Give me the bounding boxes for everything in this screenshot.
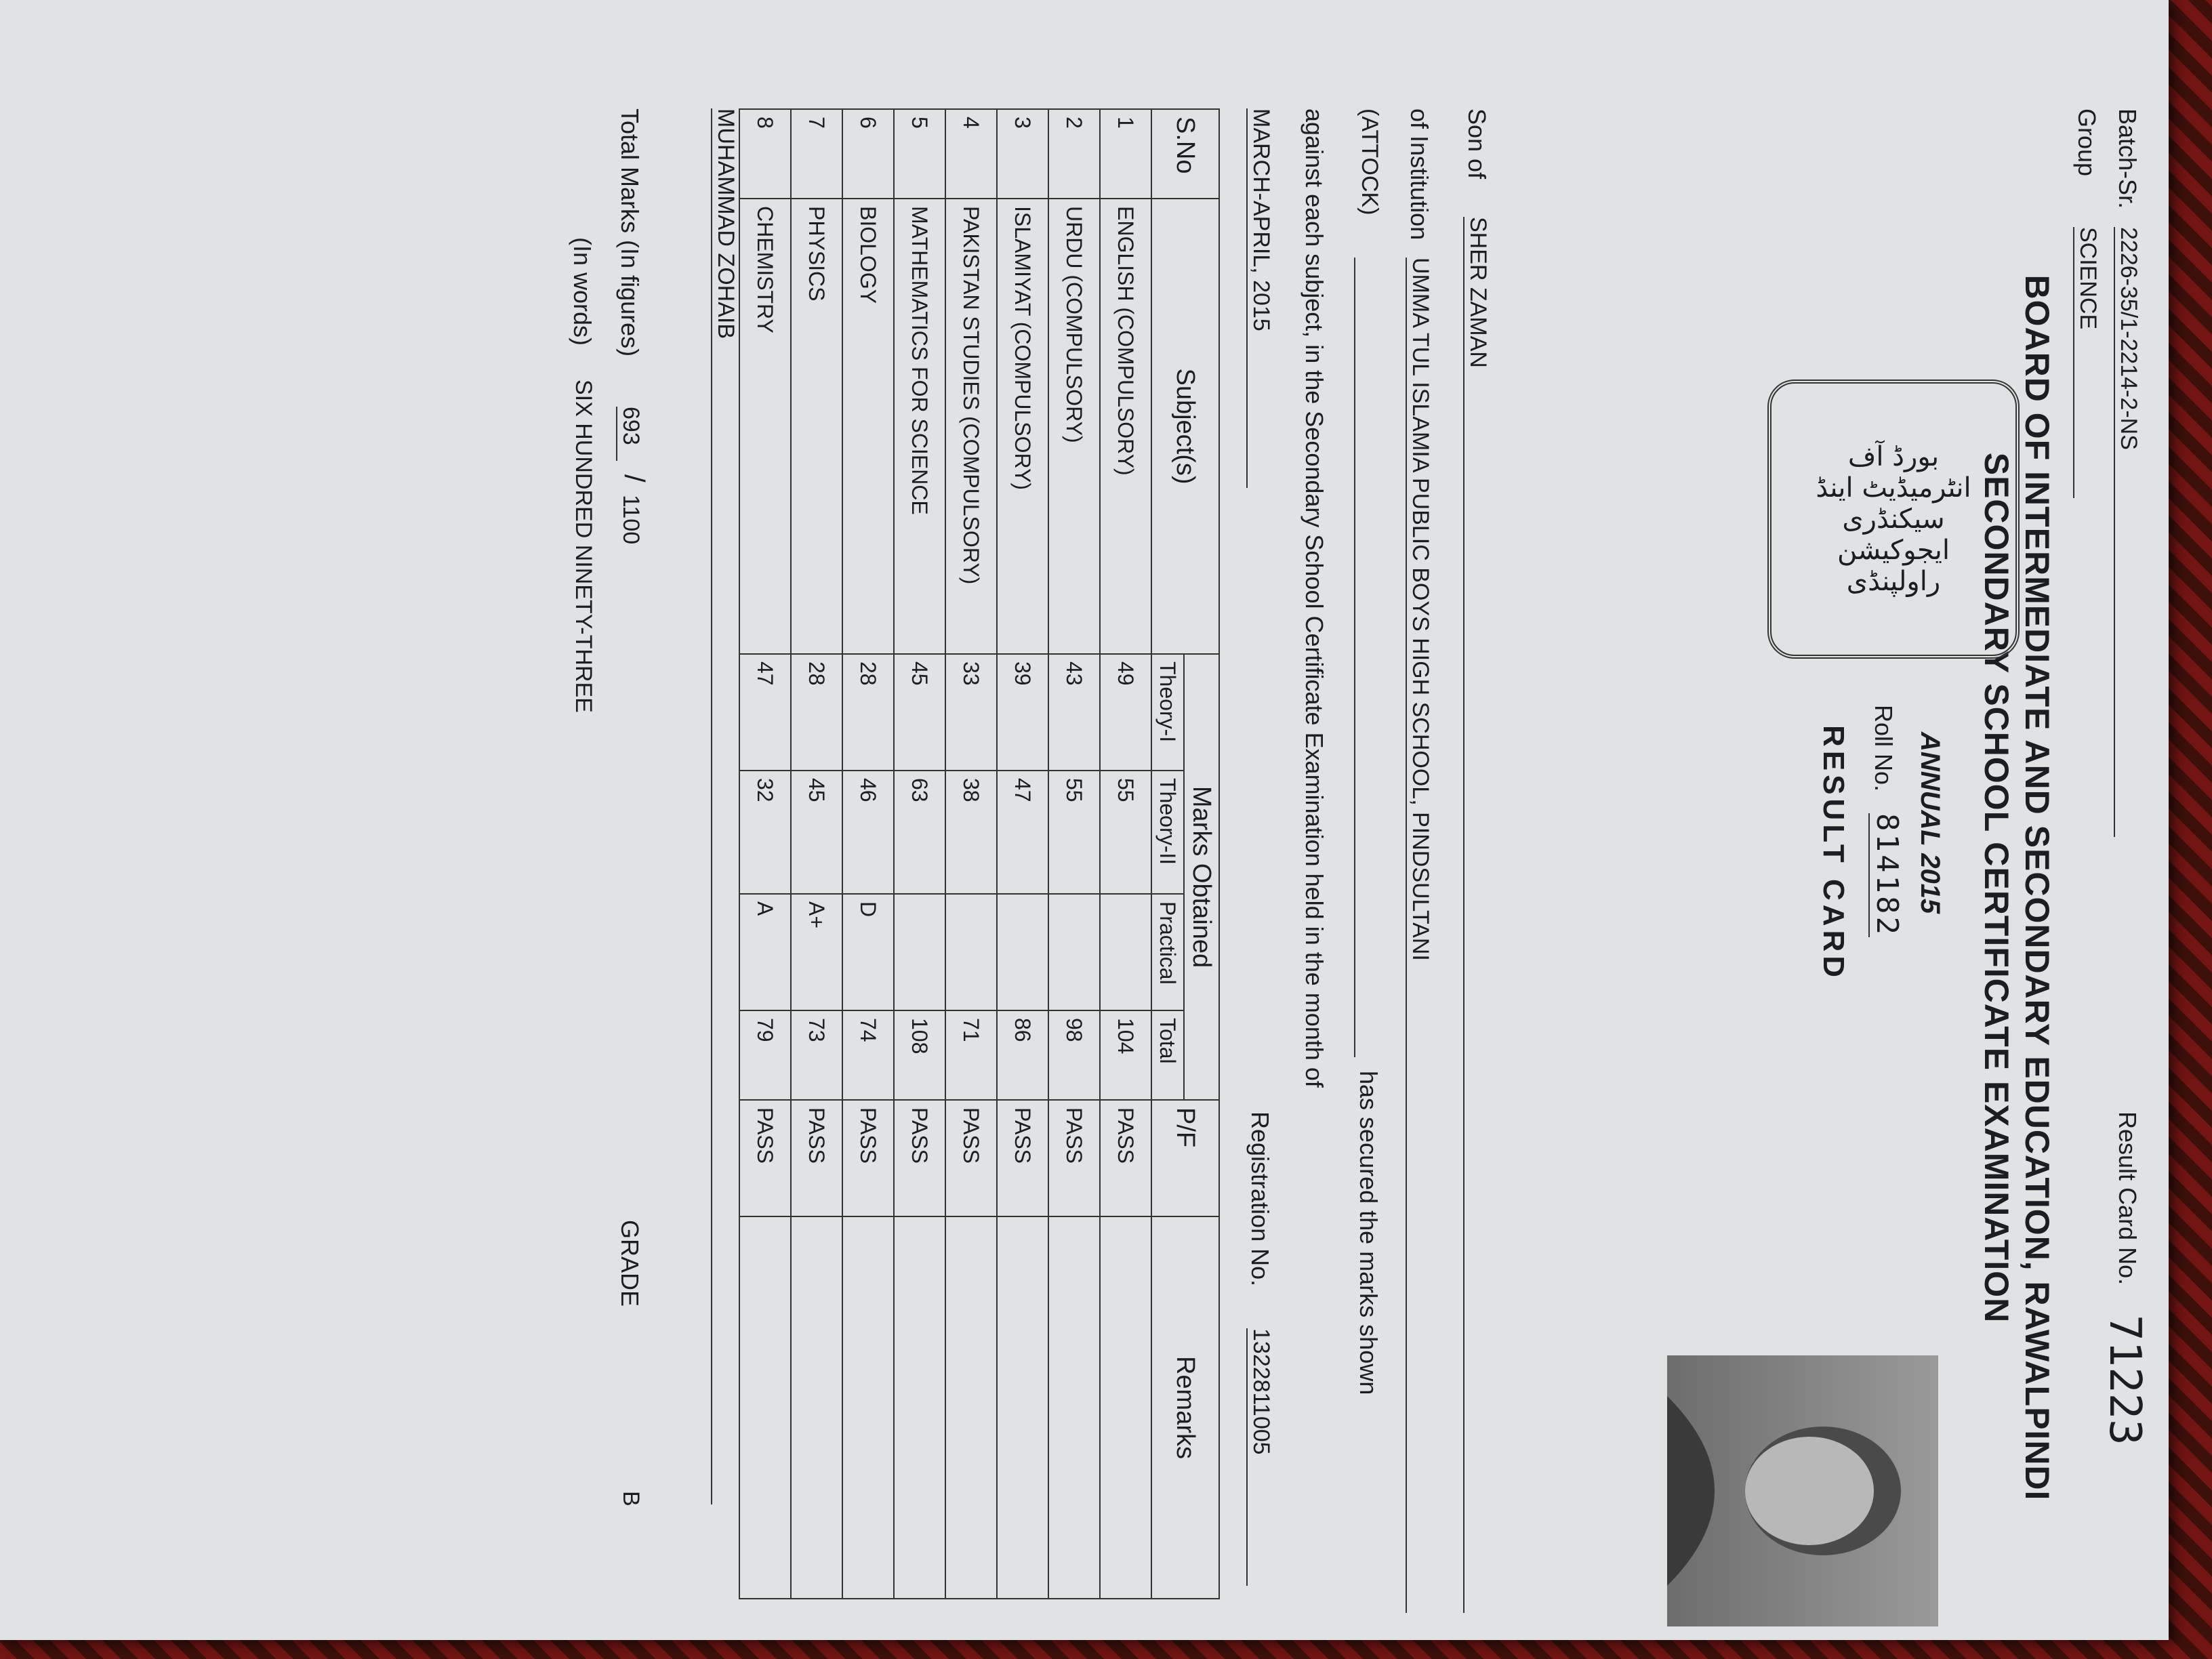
row-remarks — [791, 1216, 842, 1599]
statement-text: has secured the marks shown — [1355, 1071, 1382, 1395]
row-total: 74 — [842, 1010, 894, 1100]
institution-label: of Institution — [1406, 108, 1433, 241]
district-line — [1354, 258, 1355, 1057]
row-remarks — [1100, 1216, 1151, 1599]
son-of-label: Son of — [1463, 108, 1491, 180]
table-row — [1100, 109, 1151, 1599]
row-remarks — [1048, 1216, 1100, 1599]
marks-table — [739, 108, 1220, 1599]
table-row — [997, 109, 1048, 1599]
row-theory1: 28 — [791, 654, 842, 771]
group-label: Group — [2073, 108, 2101, 177]
total-words-value: SIX HUNDRED NINETY-THREE — [571, 380, 596, 713]
row-remarks — [945, 1216, 997, 1599]
row-sno: 3 — [997, 109, 1048, 199]
group-value: SCIENCE — [2073, 227, 2101, 498]
table-row — [894, 109, 945, 1599]
row-sno: 2 — [1048, 109, 1100, 199]
result-card-no-label: Result Card No. — [2114, 1111, 2142, 1286]
roll-no-label: Roll No. — [1870, 705, 1898, 792]
row-pf: PASS — [842, 1100, 894, 1216]
total-marks-out-of: 1100 — [618, 495, 644, 545]
table-row — [739, 109, 791, 1599]
table-row — [1048, 109, 1100, 1599]
grade-label: GRADE — [616, 1220, 644, 1307]
table-row — [791, 109, 842, 1599]
registration-label: Registration No. — [1246, 1111, 1274, 1287]
row-practical — [997, 894, 1048, 1010]
exam-session: ANNUAL 2015 — [1915, 732, 1945, 914]
col-theory1: Theory-I — [1151, 654, 1184, 771]
row-remarks — [842, 1216, 894, 1599]
district: (ATTOCK) — [1357, 108, 1382, 216]
row-total: 104 — [1100, 1010, 1151, 1100]
row-total: 73 — [791, 1010, 842, 1100]
col-theory2: Theory-II — [1151, 771, 1184, 894]
row-total: 86 — [997, 1010, 1048, 1100]
total-marks-label: Total Marks (In figures) — [616, 108, 644, 357]
row-sno: 7 — [791, 109, 842, 199]
row-theory2: 47 — [997, 771, 1048, 894]
candidate-name: MUHAMMAD ZOHAIB — [711, 108, 739, 1504]
row-theory2: 55 — [1048, 771, 1100, 894]
row-subject: CHEMISTRY — [739, 199, 791, 654]
row-theory2: 46 — [842, 771, 894, 894]
row-subject: MATHEMATICS FOR SCIENCE — [894, 199, 945, 654]
row-pf: PASS — [1048, 1100, 1100, 1216]
row-practical: A+ — [791, 894, 842, 1010]
row-theory1: 47 — [739, 654, 791, 771]
row-total: 71 — [945, 1010, 997, 1100]
batch-value: 2226-35/1-2214-2-NS — [2114, 227, 2142, 837]
row-subject: BIOLOGY — [842, 199, 894, 654]
row-pf: PASS — [945, 1100, 997, 1216]
row-pf: PASS — [997, 1100, 1048, 1216]
row-practical — [1048, 894, 1100, 1010]
row-theory1: 28 — [842, 654, 894, 771]
row-subject: ENGLISH (COMPULSORY) — [1100, 199, 1151, 654]
row-theory2: 63 — [894, 771, 945, 894]
institution-name: UMMA TUL ISLAMIA PUBLIC BOYS HIGH SCHOOL, PINDSULTANI — [1406, 258, 1433, 1613]
total-marks-slash: / — [619, 474, 651, 483]
row-practical — [945, 894, 997, 1010]
father-name: SHER ZAMAN — [1463, 217, 1491, 1613]
row-practical — [894, 894, 945, 1010]
row-sno: 1 — [1100, 109, 1151, 199]
row-total: 79 — [739, 1010, 791, 1100]
row-subject: PAKISTAN STUDIES (COMPULSORY) — [945, 199, 997, 654]
col-sno: S.No — [1151, 109, 1219, 199]
row-total: 98 — [1048, 1010, 1100, 1100]
total-words-label: (In words) — [569, 237, 596, 346]
roll-no-value: 814182 — [1870, 813, 1904, 937]
registration-no: 1322811005 — [1246, 1328, 1274, 1586]
row-theory2: 45 — [791, 771, 842, 894]
col-subject: Subject(s) — [1151, 199, 1219, 654]
exam-name: SECONDARY SCHOOL CERTIFICATE EXAMINATION — [1978, 452, 2015, 1324]
row-sno: 4 — [945, 109, 997, 199]
row-theory2: 55 — [1100, 771, 1151, 894]
col-practical: Practical — [1151, 894, 1184, 1010]
batch-label: Batch-Sr. — [2114, 108, 2142, 209]
row-subject: PHYSICS — [791, 199, 842, 654]
seal-text: بورڈ آف انٹرمیڈیٹ اینڈ سیکنڈری ایجوکیشن راولپنڈی — [1816, 441, 1971, 597]
exam-month: MARCH-APRIL, 2015 — [1246, 108, 1274, 488]
col-remarks: Remarks — [1151, 1216, 1219, 1599]
row-theory1: 43 — [1048, 654, 1100, 771]
person-portrait-icon — [1667, 1355, 1938, 1626]
row-theory2: 38 — [945, 771, 997, 894]
row-sno: 5 — [894, 109, 945, 199]
row-pf: PASS — [791, 1100, 842, 1216]
row-theory2: 32 — [739, 771, 791, 894]
row-sno: 6 — [842, 109, 894, 199]
row-theory1: 45 — [894, 654, 945, 771]
result-card-no-value: 71223 — [2100, 1315, 2150, 1446]
row-sno: 8 — [739, 109, 791, 199]
row-practical: D — [842, 894, 894, 1010]
total-marks-value: 693 — [616, 407, 644, 461]
statement-continued: against each subject, in the Secondary School Certificate Examination held in the month of — [1300, 108, 1328, 1088]
row-remarks — [997, 1216, 1048, 1599]
card-title: RESULT CARD — [1817, 725, 1850, 982]
col-pf: P/F — [1151, 1100, 1219, 1216]
row-theory1: 49 — [1100, 654, 1151, 771]
row-practical: A — [739, 894, 791, 1010]
row-subject: URDU (COMPULSORY) — [1048, 199, 1100, 654]
col-total: Total — [1151, 1010, 1184, 1100]
row-remarks — [894, 1216, 945, 1599]
row-theory1: 33 — [945, 654, 997, 771]
candidate-photo — [1667, 1355, 1938, 1626]
row-practical — [1100, 894, 1151, 1010]
result-card — [14, 0, 2169, 1626]
row-pf: PASS — [1100, 1100, 1151, 1216]
table-row — [945, 109, 997, 1599]
grade-value: B — [618, 1491, 644, 1507]
board-seal — [1767, 380, 2020, 659]
row-subject: ISLAMIYAT (COMPULSORY) — [997, 199, 1048, 654]
row-remarks — [739, 1216, 791, 1599]
row-pf: PASS — [894, 1100, 945, 1216]
board-name: BOARD OF INTERMEDIATE AND SECONDARY EDUCATION, RAWALPINDI — [2018, 274, 2056, 1501]
col-marks: Marks Obtained — [1184, 654, 1219, 1100]
row-total: 108 — [894, 1010, 945, 1100]
row-pf: PASS — [739, 1100, 791, 1216]
table-row — [842, 109, 894, 1599]
row-theory1: 39 — [997, 654, 1048, 771]
